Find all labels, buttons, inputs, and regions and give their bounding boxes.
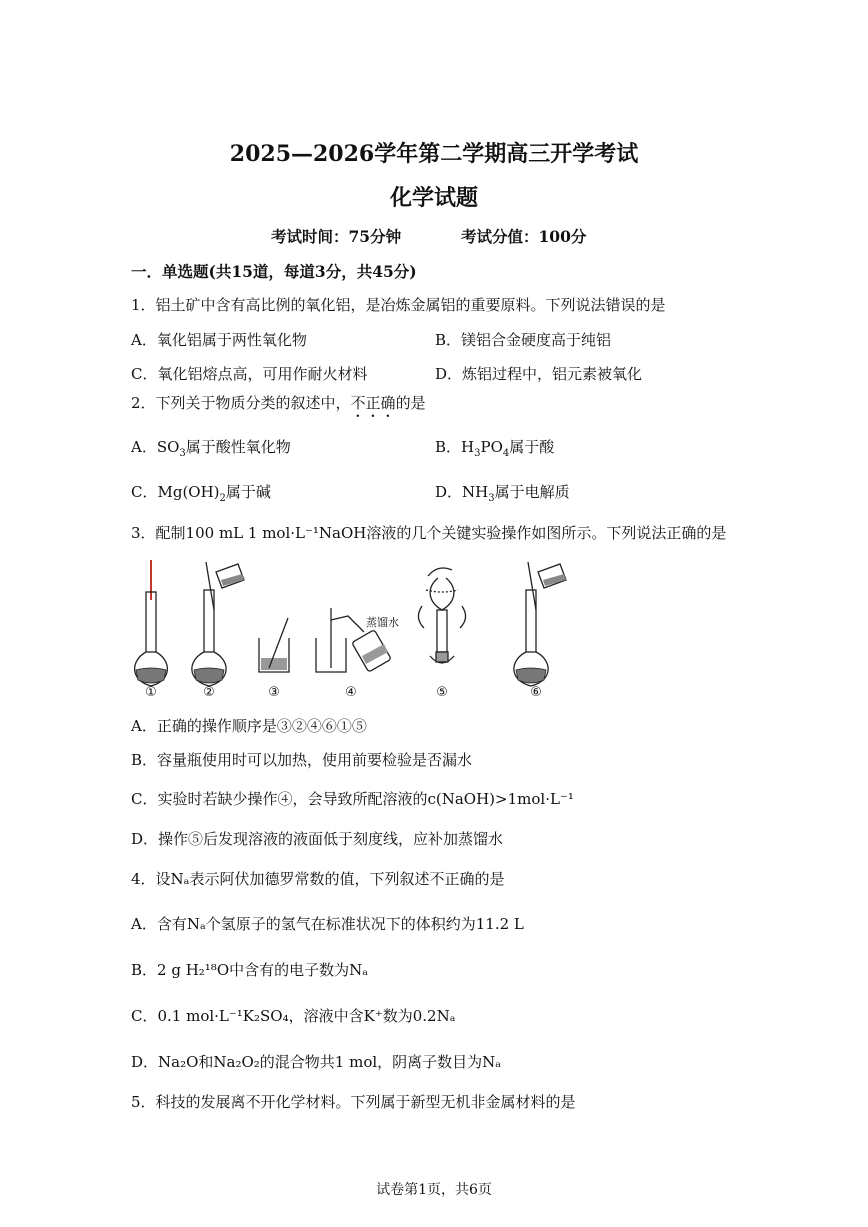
figure-label-5: ⑤ bbox=[436, 685, 448, 700]
q3-option-c: C．实验时若缺少操作④，会导致所配溶液的c(NaOH)>1mol·L⁻¹ bbox=[131, 790, 574, 808]
q1-option-c: C．氧化铝熔点高，可用作耐火材料 bbox=[131, 365, 368, 383]
q5-stem: 5．科技的发展离不开化学材料。下列属于新型无机非金属材料的是 bbox=[131, 1093, 576, 1111]
figure-label-1: ① bbox=[145, 685, 157, 700]
q2-option-a: A．$SO_3$属于酸性氧化物 bbox=[131, 438, 291, 459]
exam-time: 考试时间：75分钟 bbox=[271, 227, 402, 246]
q3-option-a: A．正确的操作顺序是③②④⑥①⑤ bbox=[131, 717, 367, 735]
q1-stem: 1．铝土矿中含有高比例的氧化铝，是冶炼金属铝的重要原料。下列说法错误的是 bbox=[131, 296, 666, 314]
page-footer: 试卷第1页，共6页 bbox=[376, 1182, 492, 1198]
q4-option-d: D．Na₂O和Na₂O₂的混合物共1 mol，阴离子数目为Nₐ bbox=[131, 1053, 502, 1071]
exam-title: 2025—2026学年第二学期高三开学考试 bbox=[229, 141, 639, 167]
figure-label-3: ③ bbox=[268, 685, 280, 700]
q2-stem: 2．下列关于物质分类的叙述中，不正确的是 bbox=[131, 394, 426, 412]
water-label: 蒸馏水 bbox=[366, 616, 399, 629]
flask-pour-diagram bbox=[192, 562, 244, 686]
q1-option-d: D．炼铝过程中，铝元素被氧化 bbox=[435, 365, 643, 383]
q2-emphasis: 不正确 bbox=[350, 394, 396, 412]
beaker-wash-bottle-diagram bbox=[316, 608, 399, 672]
q4-option-c: C．0.1 mol·L⁻¹K₂SO₄，溶液中含K⁺数为0.2Nₐ bbox=[131, 1007, 456, 1025]
q4-option-b: B．2 g H₂¹⁸O中含有的电子数为Nₐ bbox=[131, 961, 369, 979]
flask-transfer-diagram bbox=[514, 562, 566, 686]
figure-label-6: ⑥ bbox=[530, 685, 542, 700]
q3-stem: 3．配制100 mL 1 mol·L⁻¹NaOH溶液的几个关键实验操作如图所示。下列说法正确的是 bbox=[131, 524, 727, 542]
q2-option-c: C．$Mg(OH)_2$属于碱 bbox=[131, 483, 271, 504]
exam-score: 考试分值：100分 bbox=[461, 227, 587, 246]
beaker-stir-diagram bbox=[259, 618, 289, 672]
flask-invert-diagram bbox=[418, 568, 465, 663]
q4-option-a: A．含有Nₐ个氢原子的氢气在标准状况下的体积约为11.2 L bbox=[131, 915, 524, 933]
subject-title: 化学试题 bbox=[389, 185, 478, 211]
q4-stem: 4．设Nₐ表示阿伏加德罗常数的值，下列叙述不正确的是 bbox=[131, 870, 505, 888]
flask-with-dropper-diagram bbox=[135, 560, 168, 686]
section-heading: 一．单选题(共15道，每道3分，共45分) bbox=[131, 262, 417, 281]
q3-option-b: B．容量瓶使用时可以加热，使用前要检验是否漏水 bbox=[131, 751, 473, 769]
q3-option-d: D．操作⑤后发现溶液的液面低于刻度线，应补加蒸馏水 bbox=[131, 830, 504, 848]
q2-option-d: D．$NH_3$属于电解质 bbox=[435, 483, 570, 504]
q3-lab-figure bbox=[126, 560, 726, 700]
figure-label-2: ② bbox=[203, 685, 215, 700]
q2-option-b: B．$H_3PO_4$属于酸 bbox=[435, 438, 555, 459]
q1-option-b: B．镁铝合金硬度高于纯铝 bbox=[435, 331, 612, 349]
figure-label-4: ④ bbox=[345, 685, 357, 700]
q1-option-a: A．氧化铝属于两性氧化物 bbox=[131, 331, 307, 349]
